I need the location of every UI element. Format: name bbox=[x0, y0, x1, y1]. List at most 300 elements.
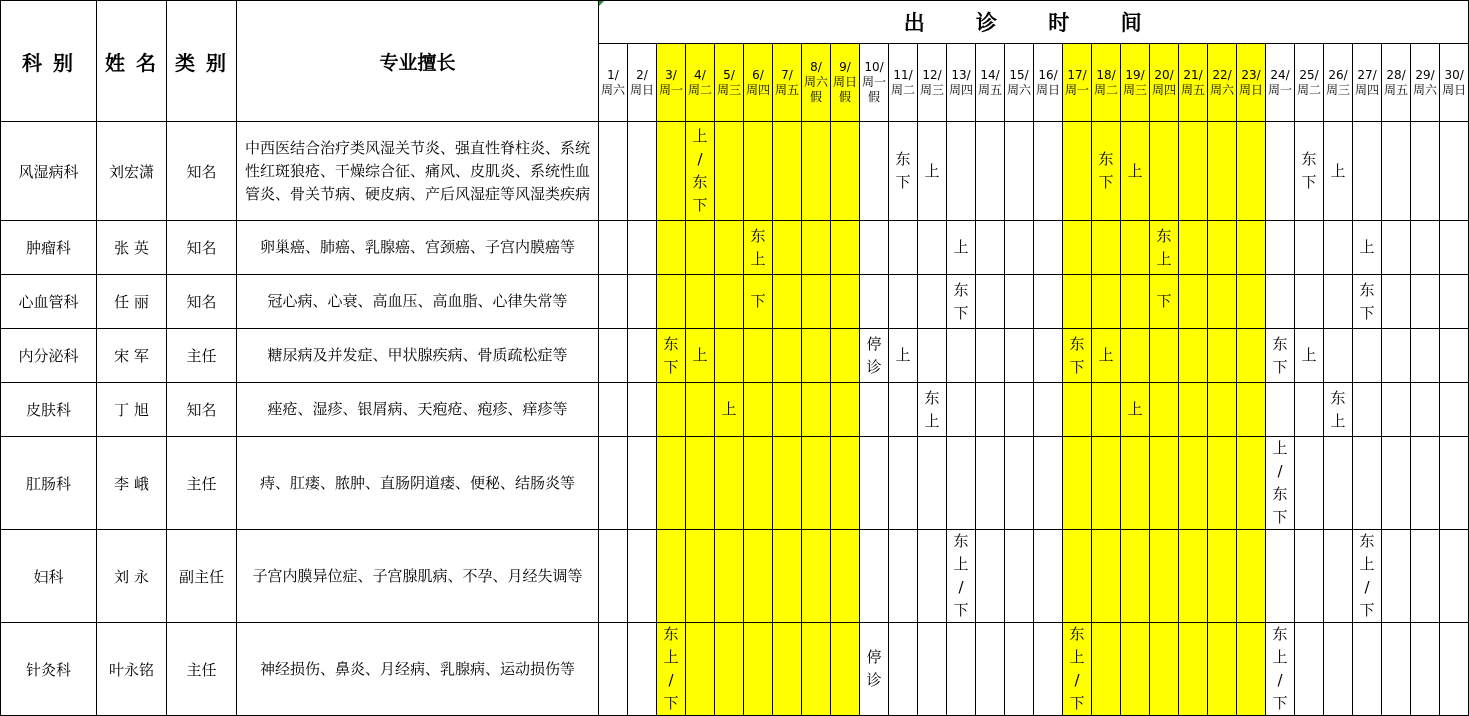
schedule-cell-day-10: 停 诊 bbox=[860, 329, 889, 383]
schedule-cell-day-18 bbox=[1092, 221, 1121, 275]
schedule-cell-day-14 bbox=[976, 275, 1005, 329]
schedule-cell-day-7 bbox=[773, 221, 802, 275]
schedule-cell-day-8 bbox=[802, 437, 831, 530]
specialty-cell: 痤疮、湿疹、银屑病、天疱疮、疱疹、痒疹等 bbox=[237, 383, 599, 437]
schedule-cell-day-12 bbox=[918, 623, 947, 716]
schedule-cell-day-9 bbox=[831, 530, 860, 623]
schedule-cell-day-6 bbox=[744, 623, 773, 716]
schedule-cell-day-1 bbox=[599, 383, 628, 437]
schedule-cell-day-12 bbox=[918, 221, 947, 275]
schedule-cell-day-1 bbox=[599, 623, 628, 716]
schedule-cell-day-1 bbox=[599, 221, 628, 275]
specialty-cell: 糖尿病及并发症、甲状腺疾病、骨质疏松症等 bbox=[237, 329, 599, 383]
schedule-cell-day-6: 下 bbox=[744, 275, 773, 329]
schedule-cell-day-2 bbox=[628, 221, 657, 275]
schedule-cell-day-24 bbox=[1266, 275, 1295, 329]
schedule-cell-day-20 bbox=[1150, 329, 1179, 383]
schedule-cell-day-21 bbox=[1179, 221, 1208, 275]
schedule-cell-day-3 bbox=[657, 122, 686, 221]
schedule-cell-day-5 bbox=[715, 329, 744, 383]
schedule-cell-day-28 bbox=[1382, 437, 1411, 530]
schedule-cell-day-13: 东 上 / 下 bbox=[947, 530, 976, 623]
doctor-row bbox=[1, 275, 1469, 329]
schedule-cell-day-10 bbox=[860, 221, 889, 275]
schedule-cell-day-10: 停 诊 bbox=[860, 623, 889, 716]
day-header-5: 5/ 周三 bbox=[715, 44, 744, 122]
schedule-cell-day-4 bbox=[686, 275, 715, 329]
schedule-cell-day-19 bbox=[1121, 329, 1150, 383]
schedule-cell-day-29 bbox=[1411, 437, 1440, 530]
schedule-cell-day-12 bbox=[918, 329, 947, 383]
specialty-cell: 冠心病、心衰、高血压、高血脂、心律失常等 bbox=[237, 275, 599, 329]
schedule-cell-day-5 bbox=[715, 275, 744, 329]
schedule-cell-day-3 bbox=[657, 383, 686, 437]
schedule-cell-day-9 bbox=[831, 329, 860, 383]
schedule-cell-day-16 bbox=[1034, 122, 1063, 221]
doctor-name-cell: 刘 永 bbox=[97, 530, 167, 623]
schedule-cell-day-30 bbox=[1440, 383, 1469, 437]
schedule-cell-day-17 bbox=[1063, 275, 1092, 329]
schedule-cell-day-14 bbox=[976, 530, 1005, 623]
schedule-cell-day-8 bbox=[802, 122, 831, 221]
doctor-name-cell: 宋 军 bbox=[97, 329, 167, 383]
day-header-12: 12/ 周三 bbox=[918, 44, 947, 122]
schedule-cell-day-6: 东 上 bbox=[744, 221, 773, 275]
schedule-cell-day-19 bbox=[1121, 437, 1150, 530]
schedule-cell-day-22 bbox=[1208, 530, 1237, 623]
schedule-cell-day-19 bbox=[1121, 221, 1150, 275]
schedule-cell-day-23 bbox=[1237, 530, 1266, 623]
schedule-cell-day-19: 上 bbox=[1121, 383, 1150, 437]
schedule-cell-day-8 bbox=[802, 329, 831, 383]
schedule-cell-day-3 bbox=[657, 530, 686, 623]
schedule-cell-day-7 bbox=[773, 275, 802, 329]
schedule-cell-day-20 bbox=[1150, 383, 1179, 437]
schedule-cell-day-18 bbox=[1092, 437, 1121, 530]
schedule-cell-day-13 bbox=[947, 383, 976, 437]
schedule-cell-day-3: 东 上 / 下 bbox=[657, 623, 686, 716]
schedule-cell-day-7 bbox=[773, 530, 802, 623]
cell-comment-marker bbox=[599, 1, 604, 6]
schedule-cell-day-25 bbox=[1295, 437, 1324, 530]
schedule-cell-day-20: 下 bbox=[1150, 275, 1179, 329]
schedule-cell-day-22 bbox=[1208, 122, 1237, 221]
schedule-cell-day-15 bbox=[1005, 275, 1034, 329]
schedule-cell-day-16 bbox=[1034, 329, 1063, 383]
schedule-cell-day-14 bbox=[976, 437, 1005, 530]
day-header-25: 25/ 周二 bbox=[1295, 44, 1324, 122]
schedule-cell-day-16 bbox=[1034, 530, 1063, 623]
doctor-row bbox=[1, 221, 1469, 275]
department-cell: 肛肠科 bbox=[1, 437, 97, 530]
schedule-cell-day-14 bbox=[976, 122, 1005, 221]
schedule-cell-day-13 bbox=[947, 623, 976, 716]
schedule-cell-day-10 bbox=[860, 530, 889, 623]
schedule-cell-day-21 bbox=[1179, 530, 1208, 623]
day-header-3: 3/ 周一 bbox=[657, 44, 686, 122]
schedule-cell-day-2 bbox=[628, 275, 657, 329]
schedule-cell-day-24 bbox=[1266, 530, 1295, 623]
schedule-cell-day-26: 东 上 bbox=[1324, 383, 1353, 437]
schedule-cell-day-8 bbox=[802, 275, 831, 329]
schedule-cell-day-28 bbox=[1382, 221, 1411, 275]
schedule-cell-day-4 bbox=[686, 623, 715, 716]
doctor-name-cell: 叶永铭 bbox=[97, 623, 167, 716]
schedule-cell-day-10 bbox=[860, 275, 889, 329]
day-header-14: 14/ 周五 bbox=[976, 44, 1005, 122]
doctor-name-cell: 任 丽 bbox=[97, 275, 167, 329]
schedule-title bbox=[599, 1, 1469, 44]
category-cell: 知名 bbox=[167, 275, 237, 329]
schedule-cell-day-26 bbox=[1324, 623, 1353, 716]
day-header-17: 17/ 周一 bbox=[1063, 44, 1092, 122]
schedule-cell-day-20: 东 上 bbox=[1150, 221, 1179, 275]
schedule-cell-day-1 bbox=[599, 329, 628, 383]
category-cell: 知名 bbox=[167, 221, 237, 275]
schedule-cell-day-28 bbox=[1382, 530, 1411, 623]
schedule-cell-day-1 bbox=[599, 275, 628, 329]
schedule-cell-day-30 bbox=[1440, 329, 1469, 383]
schedule-cell-day-11 bbox=[889, 623, 918, 716]
schedule-cell-day-24: 上 / 东 下 bbox=[1266, 437, 1295, 530]
day-header-21: 21/ 周五 bbox=[1179, 44, 1208, 122]
schedule-cell-day-23 bbox=[1237, 221, 1266, 275]
schedule-cell-day-1 bbox=[599, 530, 628, 623]
schedule-cell-day-6 bbox=[744, 329, 773, 383]
schedule-cell-day-30 bbox=[1440, 221, 1469, 275]
schedule-cell-day-6 bbox=[744, 437, 773, 530]
schedule-cell-day-21 bbox=[1179, 623, 1208, 716]
schedule-cell-day-4 bbox=[686, 530, 715, 623]
schedule-cell-day-9 bbox=[831, 383, 860, 437]
schedule-cell-day-7 bbox=[773, 437, 802, 530]
schedule-cell-day-15 bbox=[1005, 221, 1034, 275]
doctor-row bbox=[1, 122, 1469, 221]
schedule-cell-day-28 bbox=[1382, 329, 1411, 383]
schedule-cell-day-15 bbox=[1005, 623, 1034, 716]
schedule-cell-day-23 bbox=[1237, 623, 1266, 716]
schedule-cell-day-21 bbox=[1179, 383, 1208, 437]
schedule-cell-day-26: 上 bbox=[1324, 122, 1353, 221]
schedule-cell-day-24 bbox=[1266, 122, 1295, 221]
schedule-cell-day-9 bbox=[831, 122, 860, 221]
schedule-cell-day-6 bbox=[744, 122, 773, 221]
schedule-cell-day-17 bbox=[1063, 221, 1092, 275]
schedule-cell-day-13: 东 下 bbox=[947, 275, 976, 329]
schedule-cell-day-8 bbox=[802, 530, 831, 623]
schedule-cell-day-21 bbox=[1179, 122, 1208, 221]
doctor-name-cell: 李 峨 bbox=[97, 437, 167, 530]
schedule-cell-day-2 bbox=[628, 383, 657, 437]
category-cell: 主任 bbox=[167, 329, 237, 383]
schedule-cell-day-13 bbox=[947, 437, 976, 530]
schedule-cell-day-21 bbox=[1179, 329, 1208, 383]
schedule-cell-day-27 bbox=[1353, 437, 1382, 530]
schedule-cell-day-7 bbox=[773, 122, 802, 221]
schedule-cell-day-3 bbox=[657, 437, 686, 530]
schedule-cell-day-29 bbox=[1411, 623, 1440, 716]
day-header-2: 2/ 周日 bbox=[628, 44, 657, 122]
department-cell: 皮肤科 bbox=[1, 383, 97, 437]
day-header-19: 19/ 周三 bbox=[1121, 44, 1150, 122]
header-row bbox=[1, 1, 1469, 44]
schedule-cell-day-17 bbox=[1063, 530, 1092, 623]
doctor-name-cell: 刘宏潇 bbox=[97, 122, 167, 221]
schedule-cell-day-29 bbox=[1411, 221, 1440, 275]
schedule-cell-day-14 bbox=[976, 623, 1005, 716]
schedule-cell-day-11 bbox=[889, 275, 918, 329]
schedule-cell-day-15 bbox=[1005, 329, 1034, 383]
schedule-cell-day-25 bbox=[1295, 530, 1324, 623]
schedule-cell-day-22 bbox=[1208, 221, 1237, 275]
day-header-6: 6/ 周四 bbox=[744, 44, 773, 122]
schedule-cell-day-23 bbox=[1237, 329, 1266, 383]
doctor-row bbox=[1, 530, 1469, 623]
schedule-cell-day-5: 上 bbox=[715, 383, 744, 437]
schedule-cell-day-18 bbox=[1092, 383, 1121, 437]
schedule-cell-day-30 bbox=[1440, 122, 1469, 221]
department-cell: 内分泌科 bbox=[1, 329, 97, 383]
schedule-cell-day-23 bbox=[1237, 383, 1266, 437]
day-header-20: 20/ 周四 bbox=[1150, 44, 1179, 122]
specialty-cell: 中西医结合治疗类风湿关节炎、强直性脊柱炎、系统性红斑狼疮、干燥综合征、痛风、皮肌炎、系统性血管炎、骨关节病、硬皮病、产后风湿症等风湿类疾病 bbox=[237, 122, 599, 221]
schedule-cell-day-28 bbox=[1382, 623, 1411, 716]
schedule-cell-day-9 bbox=[831, 221, 860, 275]
schedule-cell-day-27 bbox=[1353, 383, 1382, 437]
schedule-cell-day-4: 上 / 东 下 bbox=[686, 122, 715, 221]
schedule-cell-day-7 bbox=[773, 383, 802, 437]
schedule-cell-day-9 bbox=[831, 623, 860, 716]
department-cell: 针灸科 bbox=[1, 623, 97, 716]
schedule-cell-day-21 bbox=[1179, 275, 1208, 329]
schedule-cell-day-14 bbox=[976, 383, 1005, 437]
schedule-cell-day-15 bbox=[1005, 530, 1034, 623]
schedule-cell-day-22 bbox=[1208, 275, 1237, 329]
schedule-cell-day-18 bbox=[1092, 623, 1121, 716]
category-header: 类 别 bbox=[167, 1, 237, 122]
schedule-cell-day-22 bbox=[1208, 383, 1237, 437]
doctor-row bbox=[1, 623, 1469, 716]
schedule-cell-day-24 bbox=[1266, 221, 1295, 275]
department-cell: 肿瘤科 bbox=[1, 221, 97, 275]
schedule-cell-day-29 bbox=[1411, 275, 1440, 329]
schedule-cell-day-8 bbox=[802, 221, 831, 275]
schedule-cell-day-10 bbox=[860, 437, 889, 530]
schedule-cell-day-30 bbox=[1440, 437, 1469, 530]
schedule-cell-day-26 bbox=[1324, 329, 1353, 383]
schedule-cell-day-16 bbox=[1034, 221, 1063, 275]
schedule-cell-day-12 bbox=[918, 530, 947, 623]
schedule-cell-day-1 bbox=[599, 437, 628, 530]
schedule-cell-day-4 bbox=[686, 221, 715, 275]
day-header-18: 18/ 周二 bbox=[1092, 44, 1121, 122]
schedule-cell-day-10 bbox=[860, 383, 889, 437]
schedule-cell-day-19: 上 bbox=[1121, 122, 1150, 221]
day-header-22: 22/ 周六 bbox=[1208, 44, 1237, 122]
schedule-cell-day-30 bbox=[1440, 275, 1469, 329]
day-header-16: 16/ 周日 bbox=[1034, 44, 1063, 122]
schedule-cell-day-11: 上 bbox=[889, 329, 918, 383]
schedule-cell-day-1 bbox=[599, 122, 628, 221]
day-header-13: 13/ 周四 bbox=[947, 44, 976, 122]
schedule-cell-day-14 bbox=[976, 329, 1005, 383]
schedule-cell-day-20 bbox=[1150, 623, 1179, 716]
schedule-cell-day-3 bbox=[657, 221, 686, 275]
day-header-26: 26/ 周三 bbox=[1324, 44, 1353, 122]
category-cell: 主任 bbox=[167, 623, 237, 716]
schedule-cell-day-27: 东 下 bbox=[1353, 275, 1382, 329]
doctor-name-cell: 张 英 bbox=[97, 221, 167, 275]
schedule-cell-day-24 bbox=[1266, 383, 1295, 437]
day-header-29: 29/ 周六 bbox=[1411, 44, 1440, 122]
schedule-cell-day-2 bbox=[628, 530, 657, 623]
schedule-cell-day-24: 东 上 / 下 bbox=[1266, 623, 1295, 716]
schedule-cell-day-20 bbox=[1150, 122, 1179, 221]
department-cell: 风湿病科 bbox=[1, 122, 97, 221]
schedule-cell-day-11 bbox=[889, 221, 918, 275]
day-header-24: 24/ 周一 bbox=[1266, 44, 1295, 122]
schedule-cell-day-19 bbox=[1121, 530, 1150, 623]
schedule-cell-day-15 bbox=[1005, 383, 1034, 437]
schedule-cell-day-5 bbox=[715, 221, 744, 275]
schedule-cell-day-28 bbox=[1382, 383, 1411, 437]
schedule-cell-day-12: 上 bbox=[918, 122, 947, 221]
schedule-cell-day-5 bbox=[715, 122, 744, 221]
schedule-cell-day-12 bbox=[918, 275, 947, 329]
schedule-cell-day-5 bbox=[715, 530, 744, 623]
schedule-cell-day-20 bbox=[1150, 437, 1179, 530]
specialty-header: 专业擅长 bbox=[237, 1, 599, 122]
category-cell: 副主任 bbox=[167, 530, 237, 623]
day-header-7: 7/ 周五 bbox=[773, 44, 802, 122]
schedule-cell-day-18 bbox=[1092, 275, 1121, 329]
schedule-cell-day-4: 上 bbox=[686, 329, 715, 383]
schedule-cell-day-26 bbox=[1324, 221, 1353, 275]
schedule-cell-day-30 bbox=[1440, 623, 1469, 716]
schedule-cell-day-18: 东 下 bbox=[1092, 122, 1121, 221]
schedule-cell-day-12 bbox=[918, 437, 947, 530]
schedule-cell-day-8 bbox=[802, 383, 831, 437]
schedule-cell-day-11 bbox=[889, 530, 918, 623]
schedule-cell-day-22 bbox=[1208, 623, 1237, 716]
day-header-10: 10/ 周一 假 bbox=[860, 44, 889, 122]
schedule-cell-day-25 bbox=[1295, 221, 1324, 275]
schedule-cell-day-2 bbox=[628, 437, 657, 530]
schedule-cell-day-13 bbox=[947, 329, 976, 383]
day-header-9: 9/ 周日 假 bbox=[831, 44, 860, 122]
department-header: 科 别 bbox=[1, 1, 97, 122]
schedule-cell-day-13 bbox=[947, 122, 976, 221]
schedule-title-text: 出 诊 时 间 bbox=[903, 10, 1164, 35]
day-header-30: 30/ 周日 bbox=[1440, 44, 1469, 122]
day-header-15: 15/ 周六 bbox=[1005, 44, 1034, 122]
schedule-cell-day-18: 上 bbox=[1092, 329, 1121, 383]
category-cell: 知名 bbox=[167, 383, 237, 437]
schedule-cell-day-30 bbox=[1440, 530, 1469, 623]
schedule-cell-day-20 bbox=[1150, 530, 1179, 623]
doctor-row bbox=[1, 437, 1469, 530]
schedule-cell-day-28 bbox=[1382, 275, 1411, 329]
schedule-cell-day-27 bbox=[1353, 122, 1382, 221]
schedule-cell-day-28 bbox=[1382, 122, 1411, 221]
schedule-cell-day-10 bbox=[860, 122, 889, 221]
schedule-cell-day-19 bbox=[1121, 275, 1150, 329]
day-header-8: 8/ 周六 假 bbox=[802, 44, 831, 122]
schedule-cell-day-2 bbox=[628, 122, 657, 221]
schedule-cell-day-17 bbox=[1063, 437, 1092, 530]
day-header-1: 1/ 周六 bbox=[599, 44, 628, 122]
schedule-cell-day-2 bbox=[628, 329, 657, 383]
schedule-cell-day-6 bbox=[744, 383, 773, 437]
schedule-cell-day-12: 东 上 bbox=[918, 383, 947, 437]
specialty-cell: 神经损伤、鼻炎、月经病、乳腺病、运动损伤等 bbox=[237, 623, 599, 716]
schedule-cell-day-25: 上 bbox=[1295, 329, 1324, 383]
schedule-cell-day-29 bbox=[1411, 530, 1440, 623]
schedule-cell-day-27 bbox=[1353, 329, 1382, 383]
schedule-cell-day-4 bbox=[686, 437, 715, 530]
schedule-cell-day-5 bbox=[715, 437, 744, 530]
schedule-cell-day-24: 东 下 bbox=[1266, 329, 1295, 383]
schedule-cell-day-7 bbox=[773, 329, 802, 383]
name-header: 姓 名 bbox=[97, 1, 167, 122]
department-cell: 心血管科 bbox=[1, 275, 97, 329]
schedule-cell-day-3 bbox=[657, 275, 686, 329]
schedule-cell-day-22 bbox=[1208, 437, 1237, 530]
department-cell: 妇科 bbox=[1, 530, 97, 623]
schedule-cell-day-29 bbox=[1411, 122, 1440, 221]
category-cell: 主任 bbox=[167, 437, 237, 530]
category-cell: 知名 bbox=[167, 122, 237, 221]
specialty-cell: 卵巢癌、肺癌、乳腺癌、宫颈癌、子宫内膜癌等 bbox=[237, 221, 599, 275]
doctor-row bbox=[1, 383, 1469, 437]
doctor-row bbox=[1, 329, 1469, 383]
schedule-cell-day-9 bbox=[831, 437, 860, 530]
schedule-cell-day-4 bbox=[686, 383, 715, 437]
day-header-27: 27/ 周四 bbox=[1353, 44, 1382, 122]
day-header-4: 4/ 周二 bbox=[686, 44, 715, 122]
schedule-cell-day-16 bbox=[1034, 437, 1063, 530]
schedule-cell-day-16 bbox=[1034, 383, 1063, 437]
day-header-28: 28/ 周五 bbox=[1382, 44, 1411, 122]
schedule-cell-day-25 bbox=[1295, 383, 1324, 437]
schedule-cell-day-11: 东 下 bbox=[889, 122, 918, 221]
schedule-cell-day-27 bbox=[1353, 623, 1382, 716]
schedule-cell-day-11 bbox=[889, 437, 918, 530]
schedule-cell-day-15 bbox=[1005, 437, 1034, 530]
specialty-cell: 痔、肛瘘、脓肿、直肠阴道瘘、便秘、结肠炎等 bbox=[237, 437, 599, 530]
schedule-cell-day-21 bbox=[1179, 437, 1208, 530]
specialty-cell: 子宫内膜异位症、子宫腺肌病、不孕、月经失调等 bbox=[237, 530, 599, 623]
schedule-cell-day-23 bbox=[1237, 437, 1266, 530]
schedule-cell-day-5 bbox=[715, 623, 744, 716]
schedule-cell-day-7 bbox=[773, 623, 802, 716]
schedule-cell-day-15 bbox=[1005, 122, 1034, 221]
schedule-cell-day-16 bbox=[1034, 275, 1063, 329]
schedule-cell-day-26 bbox=[1324, 275, 1353, 329]
schedule-cell-day-26 bbox=[1324, 437, 1353, 530]
schedule-cell-day-25 bbox=[1295, 275, 1324, 329]
schedule-cell-day-11 bbox=[889, 383, 918, 437]
schedule-cell-day-19 bbox=[1121, 623, 1150, 716]
schedule-cell-day-17 bbox=[1063, 122, 1092, 221]
day-header-11: 11/ 周二 bbox=[889, 44, 918, 122]
schedule-cell-day-22 bbox=[1208, 329, 1237, 383]
day-header-23: 23/ 周日 bbox=[1237, 44, 1266, 122]
schedule-cell-day-18 bbox=[1092, 530, 1121, 623]
schedule-cell-day-25 bbox=[1295, 623, 1324, 716]
schedule-cell-day-26 bbox=[1324, 530, 1353, 623]
schedule-cell-day-17 bbox=[1063, 383, 1092, 437]
